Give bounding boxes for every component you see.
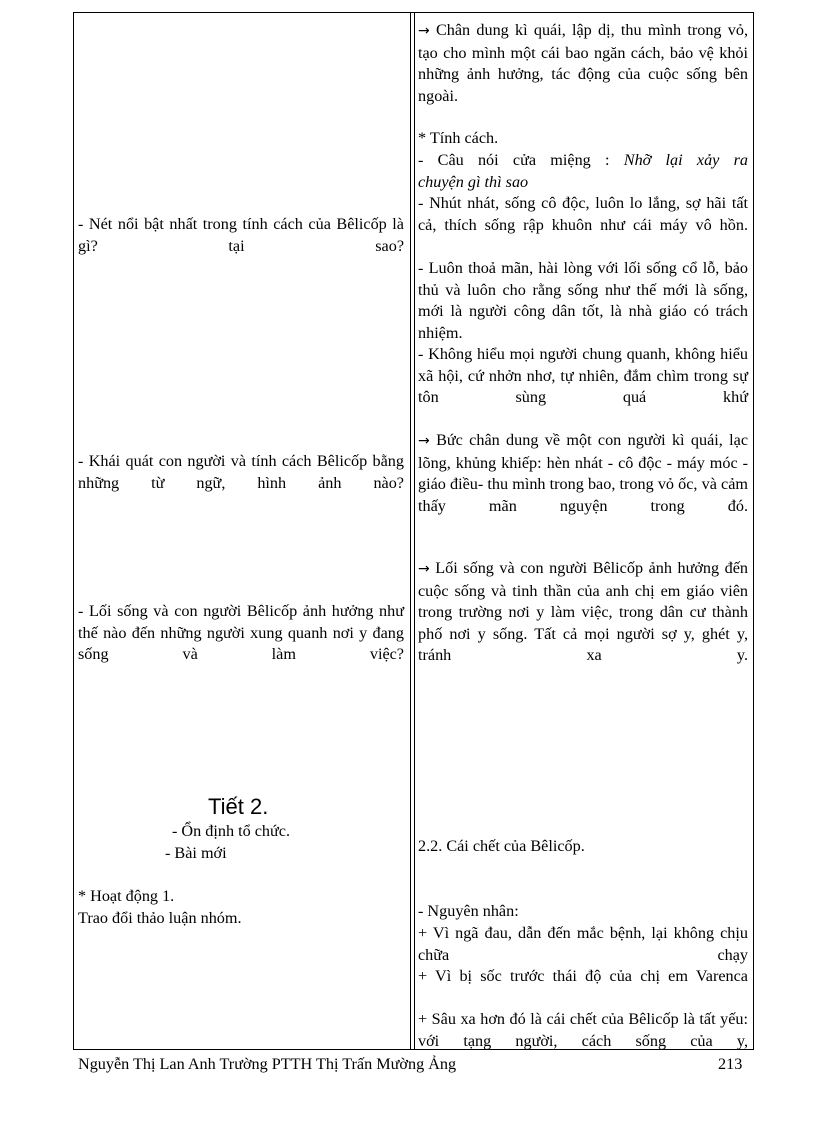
- cause-shock: + Vì bị sốc trước thái độ của chị em Varenca: [418, 967, 748, 985]
- table-left-border: [73, 12, 74, 1050]
- trait-conservative: - Luôn thoả mãn, hài lòng với lối sống cổ lỗ, bảo thủ và luôn cho rằng sống như thế mới là sống, mới là người công dân tốt, là nhà giáo có trách nhiệm.: [418, 259, 748, 342]
- activity-description: Trao đổi thảo luận nhóm.: [78, 909, 242, 927]
- page-number: 213: [718, 1055, 743, 1073]
- right-arrow-icon: →: [418, 561, 430, 577]
- cause-fall: + Vì ngã đau, dẫn đến mắc bệnh, lại không chịu chữa chạy: [418, 924, 748, 964]
- table-middle-divider-right: [414, 12, 415, 1050]
- table-middle-divider-left: [410, 12, 411, 1050]
- footer-author: Nguyễn Thị Lan Anh Trường PTTH Thị Trấn Mường Ảng: [78, 1055, 457, 1073]
- table-right-border: [753, 12, 754, 1050]
- question-generalize: - Khái quát con người và tính cách Bêlicốp bằng những từ ngữ, hình ảnh nào?: [78, 452, 404, 492]
- section-heading-death: 2.2. Cái chết của Bêlicốp.: [418, 837, 585, 855]
- right-paragraph-portrait: → Chân dung kì quái, lập dị, thu mình trong vỏ, tạo cho mình một cái bao ngăn cách, bảo vệ khỏi những ảnh hưởng, tác động của cuộc sống bên ngoài.: [418, 21, 748, 105]
- trait-timid: - Nhút nhát, sống cô độc, luôn lo lắng, sợ hãi tất cả, thích sống rập khuôn như cái máy vô hồn.: [418, 194, 748, 234]
- personality-heading: * Tính cách.: [418, 129, 499, 147]
- right-paragraph-summary: → Bức chân dung về một con người kì quái, lạc lõng, khủng khiếp: hèn nhát - cô độc - máy móc - giáo điều- thu mình trong bao, trong vỏ ốc, và cảm thấy mãn nguyện trong đó.: [418, 431, 749, 515]
- lesson-title: Tiết 2.: [208, 794, 269, 819]
- right-paragraph-influence: → Lối sống và con người Bêlicốp ảnh hưởng đến cuộc sống và tinh thần của anh chị em giáo viên trong trường nơi y làm việc, trong dân cư thành phố nơi y sống. Tất cả mọi người sợ y, ghét y, tránh xa y.: [418, 559, 749, 664]
- causes-heading: - Nguyên nhân:: [418, 902, 519, 920]
- catchphrase: - Câu nói cửa miệng : Nhỡ lại xảy ra chuyện gì thì sao: [418, 151, 748, 191]
- question-influence: - Lối sống và con người Bêlicốp ảnh hưởng như thế nào đến những người xung quanh nơi y đang sống và làm việc?: [78, 602, 404, 663]
- lesson-step-organize: - Ổn định tổ chức.: [172, 822, 291, 840]
- table-top-border: [73, 12, 754, 13]
- activity-heading: * Hoạt động 1.: [78, 887, 175, 905]
- right-arrow-icon: →: [418, 433, 430, 449]
- question-personality: - Nét nổi bật nhất trong tính cách của Bêlicốp là gì? tại sao?: [78, 215, 404, 255]
- cause-inevitable: + Sâu xa hơn đó là cái chết của Bêlicốp là tất yếu: với tạng người, cách sống của y,: [418, 1010, 748, 1050]
- trait-ignorant: - Không hiểu mọi người chung quanh, không hiểu xã hội, cứ nhởn nhơ, tự nhiên, đắm chìm trong sự tôn sùng quá khứ: [418, 345, 748, 406]
- lesson-step-new-lesson: - Bài mới: [165, 844, 227, 862]
- right-arrow-icon: →: [418, 23, 430, 39]
